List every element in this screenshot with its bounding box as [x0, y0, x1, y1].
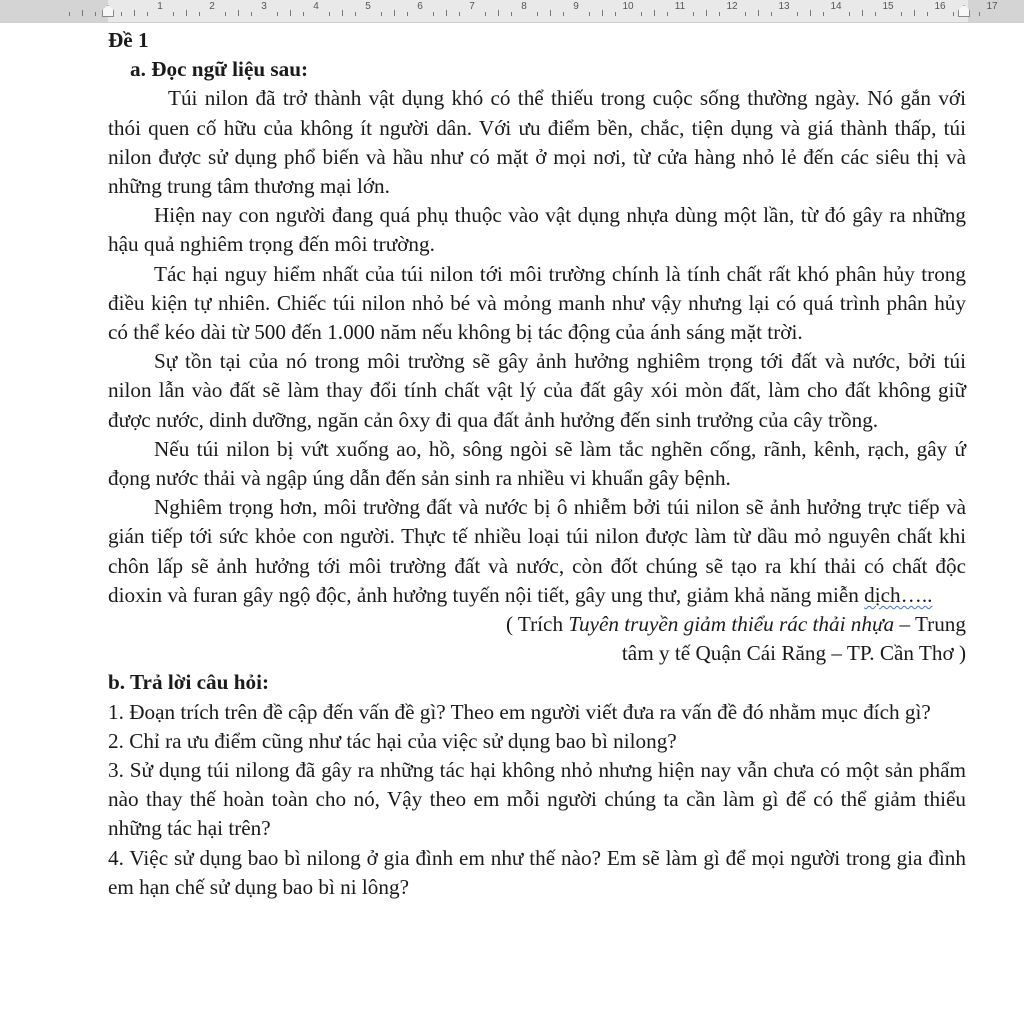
ruler-number: 16	[934, 1, 946, 12]
paragraph-3: Tác hại nguy hiểm nhất của túi nilon tới môi trường chính là tính chất rất khó phân hủy trong điều kiện tự nhiên. Chiếc túi nilon nhỏ bé và mỏng manh như vậy nhưng lại có quá trình phân hủy có thể kéo dài từ 500 đến 1.000 năm nếu không bị tác động của ánh sáng mặt trời.	[108, 261, 966, 345]
ruler-tick	[459, 12, 460, 16]
ruler-number: 12	[726, 1, 738, 12]
ruler-left-margin	[0, 0, 108, 22]
ruler-tick	[771, 12, 772, 16]
ruler-number: 7	[469, 1, 475, 12]
ruler-tick	[82, 10, 83, 16]
paragraph-6-text: Nghiêm trọng hơn, môi trường đất và nước bị ô nhiễm bởi túi nilon sẽ ảnh hưởng trực tiếp và gián tiếp tới sức khỏe con người. Thực tế nhiều loại túi nilon được làm từ dầu mỏ nguyên chất khi chôn lấp sẽ ảnh hưởng tới môi trường đất và nước, còn đốt chúng sẽ tạo ra khí thải có chất độc dioxin và furan gây ngộ độc, ảnh hưởng tuyến nội tiết, gây ung thư, giảm khả năng miễn	[108, 495, 966, 607]
ruler-tick	[498, 10, 499, 16]
ruler-tick	[810, 10, 811, 16]
paragraph-1: Túi nilon đã trở thành vật dụng khó có thể thiếu trong cuộc sống thường ngày. Nó gắn với thói quen cố hữu của không ít người dân. Với ưu điểm bền, chắc, tiện dụng và giá thành thấp, túi nilon được sử dụng phổ biến và hầu như có mặt ở mọi nơi, từ cửa hàng nhỏ lẻ đến các siêu thị và những trung tâm thương mại lớn.	[108, 86, 966, 199]
ruler-tick	[251, 12, 252, 16]
ruler-tick	[875, 12, 876, 16]
document-title: Đề 1	[108, 28, 149, 52]
ruler-number: 17	[986, 1, 998, 12]
citation-prefix: ( Trích	[505, 612, 569, 637]
ruler-tick	[914, 10, 915, 16]
citation-suffix: – Trung	[894, 612, 966, 637]
ruler-tick	[485, 12, 486, 16]
ruler-number: 11	[674, 1, 686, 12]
ruler-tick	[134, 10, 135, 16]
ruler-tick	[121, 12, 122, 16]
ruler-tick	[654, 10, 655, 16]
horizontal-ruler[interactable]	[0, 0, 1024, 23]
ruler-tick	[225, 12, 226, 16]
ruler-tick	[693, 12, 694, 16]
ruler-tick	[537, 12, 538, 16]
question-1: 1. Đoạn trích trên đề cập đến vấn đề gì? Theo em người viết đưa ra vấn đề đó nhằm mục đích gì?	[108, 699, 931, 724]
ruler-tick	[797, 12, 798, 16]
ruler-tick	[394, 10, 395, 16]
ruler-tick	[823, 12, 824, 16]
ruler-tick	[745, 12, 746, 16]
ruler-number: 15	[882, 1, 894, 12]
ruler-tick	[511, 12, 512, 16]
section-a-heading: a. Đọc ngữ liệu sau:	[130, 57, 309, 82]
ruler-tick	[719, 12, 720, 16]
paragraph-2: Hiện nay con người đang quá phụ thuộc vào vật dụng nhựa dùng một lần, từ đó gây ra những hậu quả nghiêm trọng đến môi trường.	[108, 203, 966, 257]
section-b-heading: b. Trả lời câu hỏi:	[108, 670, 270, 695]
document-body[interactable]	[108, 26, 966, 902]
ruler-tick	[69, 12, 70, 16]
spelling-flag[interactable]: dịch…..	[864, 582, 933, 607]
ruler-tick	[147, 12, 148, 16]
ruler-tick	[407, 12, 408, 16]
ruler-tick	[186, 10, 187, 16]
citation-line-2: tâm y tế Quận Cái Răng – TP. Cần Thơ )	[621, 641, 966, 666]
ruler-tick	[95, 12, 96, 16]
ruler-tick	[342, 10, 343, 16]
question-4: 4. Việc sử dụng bao bì nilong ở gia đình em như thế nào? Em sẽ làm gì để mọi người trong gia đình em hạn chế sử dụng bao bì ni lông?	[108, 845, 966, 899]
ruler-tick	[615, 12, 616, 16]
question-3: 3. Sử dụng túi nilong đã gây ra những tác hại không nhỏ nhưng hiện nay vẫn chưa có một sản phẩm nào thay thế hoàn toàn cho nó, Vậy theo em mỗi người chúng ta cần làm gì để có thể giảm thiểu những tác hại trên?	[108, 758, 966, 841]
paragraph-6	[108, 493, 966, 610]
ruler-tick	[667, 12, 668, 16]
ruler-tick	[602, 10, 603, 16]
ruler-number: 8	[521, 1, 527, 12]
ruler-tick	[303, 12, 304, 16]
ruler-tick	[433, 12, 434, 16]
citation-work-title: Tuyên truyền giảm thiểu rác thải nhựa	[568, 612, 895, 637]
ruler-number: 10	[622, 1, 634, 12]
ruler-tick	[381, 12, 382, 16]
ruler-tick	[550, 10, 551, 16]
paragraph-5: Nếu túi nilon bị vứt xuống ao, hồ, sông ngòi sẽ làm tắc nghẽn cống, rãnh, kênh, rạch, gây ứ đọng nước thải và ngập úng dẫn đến sản sinh ra nhiều vi khuẩn gây bệnh.	[108, 436, 966, 491]
ruler-tick	[758, 10, 759, 16]
ruler-tick	[329, 12, 330, 16]
question-2: 2. Chỉ ra ưu điểm cũng như tác hại của việc sử dụng bao bì nilong?	[108, 728, 677, 753]
ruler-tick	[589, 12, 590, 16]
ruler-number: 2	[209, 1, 215, 12]
ruler-tick	[862, 10, 863, 16]
ruler-number: 4	[313, 1, 319, 12]
ruler-tick	[199, 12, 200, 16]
ruler-number: 6	[417, 1, 423, 12]
ruler-number: 9	[573, 1, 579, 12]
ruler-tick	[238, 10, 239, 16]
ruler-number: 14	[830, 1, 842, 12]
ruler-number: 3	[261, 1, 267, 12]
ruler-tick	[706, 10, 707, 16]
ruler-number: 5	[365, 1, 371, 12]
ruler-tick	[446, 10, 447, 16]
ruler-tick	[901, 12, 902, 16]
ruler-tick	[563, 12, 564, 16]
ruler-tick	[290, 10, 291, 16]
ruler-tick	[953, 12, 954, 16]
paragraph-4: Sự tồn tại của nó trong môi trường sẽ gây ảnh hưởng nghiêm trọng tới đất và nước, bởi túi nilon lẫn vào đất sẽ làm thay đổi tính chất vật lý của đất gây xói mòn đất, làm cho đất không giữ được nước, dinh dưỡng, ngăn cản ôxy đi qua đất ảnh hưởng đến sinh trưởng của cây trồng.	[108, 349, 966, 432]
ruler-tick	[849, 12, 850, 16]
ruler-tick	[927, 12, 928, 16]
ruler-tick	[979, 12, 980, 16]
ruler-tick	[277, 12, 278, 16]
citation-line-1	[108, 610, 966, 639]
ruler-number: 13	[778, 1, 790, 12]
ruler-tick	[355, 12, 356, 16]
ruler-tick	[641, 12, 642, 16]
ruler-tick	[173, 12, 174, 16]
ruler-number: 1	[157, 1, 163, 12]
